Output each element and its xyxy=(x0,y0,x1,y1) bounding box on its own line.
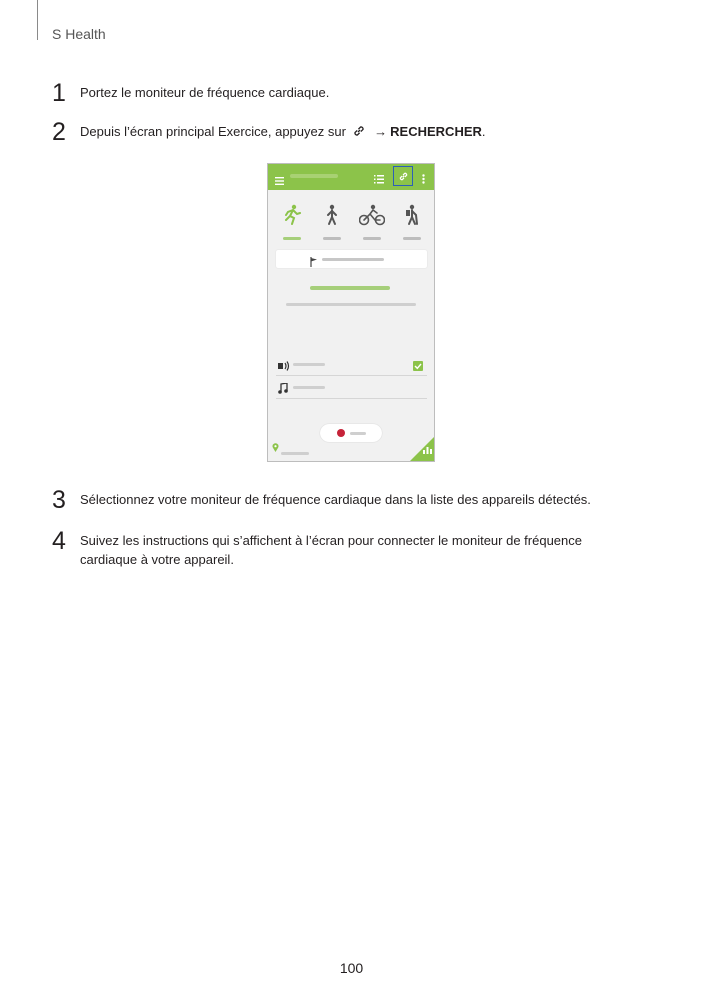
step-number: 1 xyxy=(52,79,66,107)
audio-guide-icon xyxy=(278,358,290,376)
audio-guide-row[interactable] xyxy=(276,353,427,376)
step-4 xyxy=(52,528,582,569)
activity-cycling[interactable] xyxy=(356,204,388,240)
step-bold-label: RECHERCHER xyxy=(390,124,482,139)
music-label-placeholder xyxy=(293,386,325,389)
chart-icon xyxy=(423,441,432,459)
step-number: 4 xyxy=(52,527,66,555)
link-icon xyxy=(398,171,409,182)
description-placeholder xyxy=(286,303,416,306)
app-topbar xyxy=(268,164,434,190)
menu-icon xyxy=(275,172,284,190)
step-text xyxy=(80,119,486,143)
more-icon[interactable] xyxy=(422,171,425,189)
step-text-line-1: Suivez les instructions qui s’affichent à l’écran pour connecter le moniteur de fréquence xyxy=(80,533,582,548)
activity-walking[interactable] xyxy=(316,204,348,240)
step-text-line-2: cardiaque à votre appareil. xyxy=(80,552,234,567)
running-icon xyxy=(283,204,301,226)
record-dot-icon xyxy=(337,429,345,437)
link-button[interactable] xyxy=(393,166,413,186)
app-title-placeholder xyxy=(290,174,338,178)
start-label-placeholder xyxy=(350,432,366,435)
step-3 xyxy=(52,487,591,513)
arrow: → xyxy=(374,124,388,139)
audio-guide-label-placeholder xyxy=(293,363,325,366)
step-text xyxy=(80,528,582,569)
workout-goal-label-placeholder xyxy=(322,258,384,261)
flag-icon xyxy=(310,254,318,272)
cycling-icon xyxy=(359,204,385,226)
location-label-placeholder xyxy=(281,452,309,455)
activity-running[interactable] xyxy=(276,204,308,240)
activity-hiking[interactable] xyxy=(396,204,428,240)
music-icon xyxy=(278,381,288,399)
step-2 xyxy=(52,119,486,145)
step-text: Sélectionnez votre moniteur de fréquence cardiaque dans la liste des appareils détectés. xyxy=(80,492,591,507)
step-text-after: . xyxy=(481,124,486,139)
step-number: 3 xyxy=(52,486,66,514)
link-icon xyxy=(352,124,366,143)
step-number: 2 xyxy=(52,118,66,146)
header-rule xyxy=(37,0,38,40)
page-number: 100 xyxy=(339,960,364,976)
step-1 xyxy=(52,80,329,106)
walking-icon xyxy=(323,204,341,226)
check-icon[interactable] xyxy=(413,358,423,376)
step-text: Portez le moniteur de fréquence cardiaque. xyxy=(80,85,330,100)
app-screenshot xyxy=(267,163,435,462)
location-pin-icon xyxy=(272,439,279,457)
header-title: S Health xyxy=(52,26,106,42)
list-icon xyxy=(374,171,384,189)
hiking-icon xyxy=(403,204,421,226)
why-text-placeholder xyxy=(310,286,390,290)
music-row[interactable] xyxy=(276,376,427,399)
workout-goal-card[interactable] xyxy=(276,250,427,268)
start-button[interactable] xyxy=(320,424,382,442)
step-text-before: Depuis l’écran principal Exercice, appuyez sur xyxy=(80,124,346,139)
